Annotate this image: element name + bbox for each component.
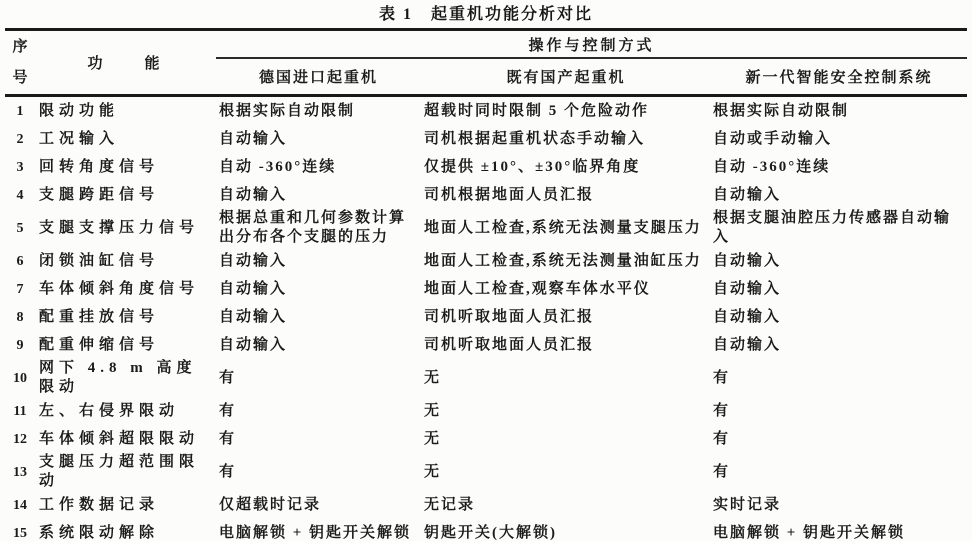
table-row: [5, 491, 967, 519]
smart-system-value: 自动输入: [713, 308, 782, 325]
german-crane-value: 自动输入: [219, 280, 288, 297]
german-crane-value: 仅超载时记录: [219, 496, 322, 513]
comparison-table: [5, 28, 967, 541]
function-name: 配重挂放信号: [39, 308, 160, 325]
smart-system-value: 有: [713, 463, 731, 480]
german-crane-value: 有: [219, 463, 237, 480]
header-row-group: [5, 30, 967, 59]
smart-system-value: 有: [713, 369, 731, 386]
domestic-crane-value: 无: [424, 402, 442, 419]
domestic-crane-value: 超载时同时限制 5 个危险动作: [424, 102, 650, 119]
table-row: [5, 303, 967, 331]
row-number: 14: [13, 497, 27, 513]
smart-system-value: 有: [713, 430, 731, 447]
row-number: 2: [16, 131, 24, 147]
function-name: 工作数据记录: [39, 496, 160, 513]
domestic-crane-value: 无: [424, 430, 442, 447]
function-name: 车体倾斜角度信号: [39, 280, 200, 297]
function-name: 限动功能: [39, 102, 120, 119]
function-column-header: 功 能: [35, 30, 216, 96]
seq-header-top: 序: [12, 38, 28, 55]
domestic-crane-value: 无: [424, 369, 442, 386]
function-name: 左、右侵界限动: [39, 402, 180, 419]
domestic-crane-value: 司机听取地面人员汇报: [424, 336, 595, 353]
smart-system-value: 自动输入: [713, 280, 782, 297]
table-row: [5, 331, 967, 359]
subcol-header-domestic-crane: 既有国产起重机: [421, 58, 711, 96]
row-number: 1: [16, 103, 24, 119]
smart-system-value: 自动输入: [713, 252, 782, 269]
seq-number-header: [5, 30, 35, 96]
table-caption: 表 1 起重机功能分析对比: [378, 6, 593, 23]
german-crane-value: 自动 -360°连续: [219, 158, 337, 175]
table-row: [5, 181, 967, 209]
row-number: 5: [16, 220, 24, 236]
row-number: 10: [13, 370, 27, 386]
german-crane-value: 自动输入: [219, 336, 288, 353]
german-crane-value: 自动输入: [219, 252, 288, 269]
smart-system-value: 有: [713, 402, 731, 419]
table-row: [5, 275, 967, 303]
domestic-crane-value: 司机听取地面人员汇报: [424, 308, 595, 325]
smart-system-value: 实时记录: [713, 496, 782, 513]
domestic-crane-value: 无记录: [424, 496, 476, 513]
table-row: [5, 359, 967, 397]
domestic-crane-value: 司机根据地面人员汇报: [424, 186, 595, 203]
table-row: [5, 425, 967, 453]
table-row: [5, 125, 967, 153]
smart-system-value: 电脑解锁 + 钥匙开关解锁: [713, 524, 906, 541]
row-number: 6: [16, 253, 24, 269]
subcol-header-smart-system: 新一代智能安全控制系统: [711, 58, 967, 96]
table-row: [5, 96, 967, 126]
domestic-crane-value: 地面人工检查,系统无法测量支腿压力: [424, 219, 702, 236]
function-name: 支腿跨距信号: [39, 186, 160, 203]
smart-system-value: 自动输入: [713, 336, 782, 353]
row-number: 7: [16, 281, 24, 297]
smart-system-value: 自动或手动输入: [713, 130, 833, 147]
smart-system-value: 自动 -360°连续: [713, 158, 831, 175]
function-name: 闭锁油缸信号: [39, 252, 160, 269]
seq-header-bottom: 号: [12, 69, 28, 86]
domestic-crane-value: 仅提供 ±10°、±30°临界角度: [424, 158, 641, 175]
function-name: 支腿支撑压力信号: [39, 219, 200, 236]
table-row: [5, 397, 967, 425]
german-crane-value: 自动输入: [219, 186, 288, 203]
table-row: [5, 209, 967, 247]
subcol-header-german-crane: 德国进口起重机: [216, 58, 421, 96]
row-number: 4: [16, 187, 24, 203]
table-row: [5, 453, 967, 491]
table-body: [5, 96, 967, 541]
function-name: 系统限动解除: [39, 524, 160, 541]
german-crane-value: 自动输入: [219, 308, 288, 325]
function-name: 支腿压力超范围限动: [39, 454, 200, 489]
domestic-crane-value: 地面人工检查,观察车体水平仪: [424, 280, 651, 297]
function-name: 配重伸缩信号: [39, 336, 160, 353]
german-crane-value: 有: [219, 402, 237, 419]
domestic-crane-value: 钥匙开关(大解锁): [424, 524, 557, 541]
smart-system-value: 自动输入: [713, 186, 782, 203]
row-number: 9: [16, 337, 24, 353]
german-crane-value: 根据总重和几何参数计算出分布各个支腿的压力: [219, 210, 407, 245]
domestic-crane-value: 司机根据起重机状态手动输入: [424, 130, 646, 147]
function-name: 工况输入: [39, 130, 120, 147]
german-crane-value: 有: [219, 430, 237, 447]
table-row: [5, 153, 967, 181]
function-name: 车体倾斜超限限动: [39, 430, 200, 447]
row-number: 12: [13, 431, 27, 447]
domestic-crane-value: 地面人工检查,系统无法测量油缸压力: [424, 252, 702, 269]
row-number: 8: [16, 309, 24, 325]
german-crane-value: 有: [219, 369, 237, 386]
german-crane-value: 电脑解锁 + 钥匙开关解锁: [219, 524, 412, 541]
row-number: 3: [16, 159, 24, 175]
function-name: 网下 4.8 m 高度限动: [39, 360, 197, 395]
function-name: 回转角度信号: [39, 158, 160, 175]
control-mode-group-header: 操作与控制方式: [216, 30, 967, 59]
row-number: 15: [13, 525, 27, 541]
smart-system-value: 根据实际自动限制: [713, 102, 850, 119]
row-number: 13: [13, 464, 27, 480]
table-row: [5, 247, 967, 275]
row-number: 11: [13, 403, 27, 419]
german-crane-value: 自动输入: [219, 130, 288, 147]
table-header: [5, 30, 967, 96]
german-crane-value: 根据实际自动限制: [219, 102, 356, 119]
smart-system-value: 根据支腿油腔压力传感器自动输入: [713, 210, 952, 245]
table-row: [5, 519, 967, 541]
domestic-crane-value: 无: [424, 463, 442, 480]
